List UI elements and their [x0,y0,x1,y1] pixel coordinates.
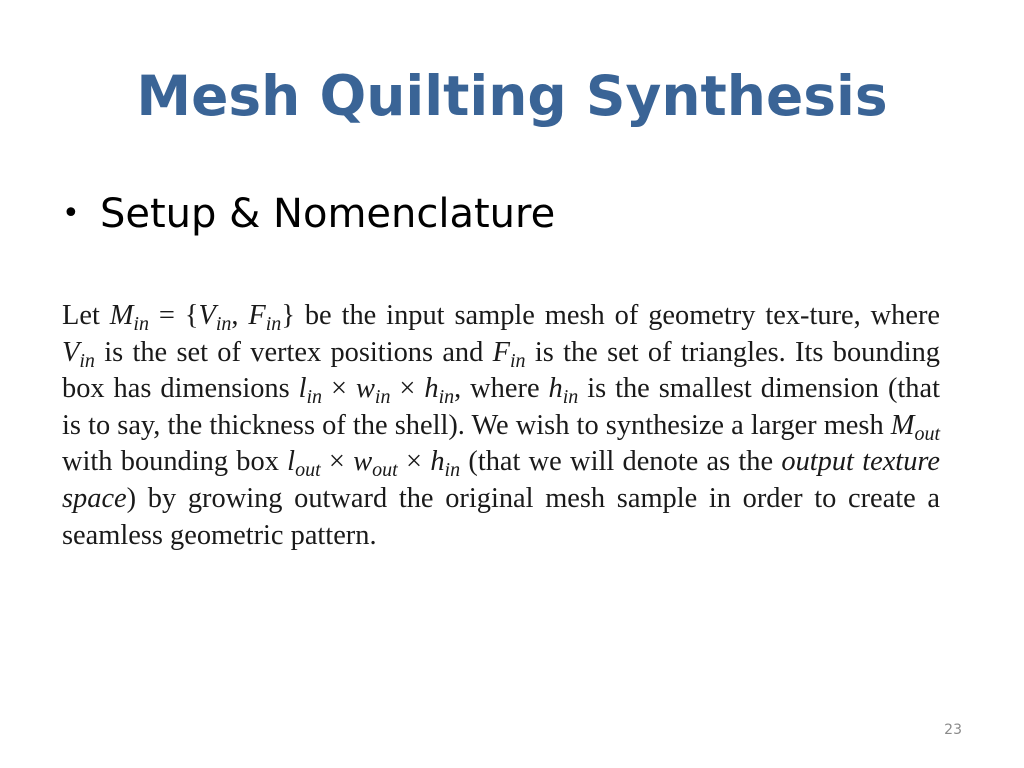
slide-title: Mesh Quilting Synthesis [136,64,888,128]
bullet-marker: • [62,196,80,231]
paper-excerpt: Let $M_{in} = \{V_{in}$, $F_{in}$} be the input sample mesh of geometry tex-ture, where $V_{in}$ is the set of vertex positions and $F_{in}$ is the set of triangles. Its bounding box has dimensions $l_{in} \times w_{in} \times h_{in}$, where $h_{in}$ is the smallest dimension (that is to say, the thickness of the shell). We wish to synthesize a larger mesh $M_{out}$ with bounding box $l_{out} \times w_{out} \times h_{in}$ (that we will denote as the output texture space) by growing outward the original mesh sample in order to create a seamless geometric pattern. [62,300,940,551]
bullet-item [62,186,555,242]
bullet-text: Setup & Nomenclature [100,191,556,237]
page-number: 23 [944,722,962,738]
